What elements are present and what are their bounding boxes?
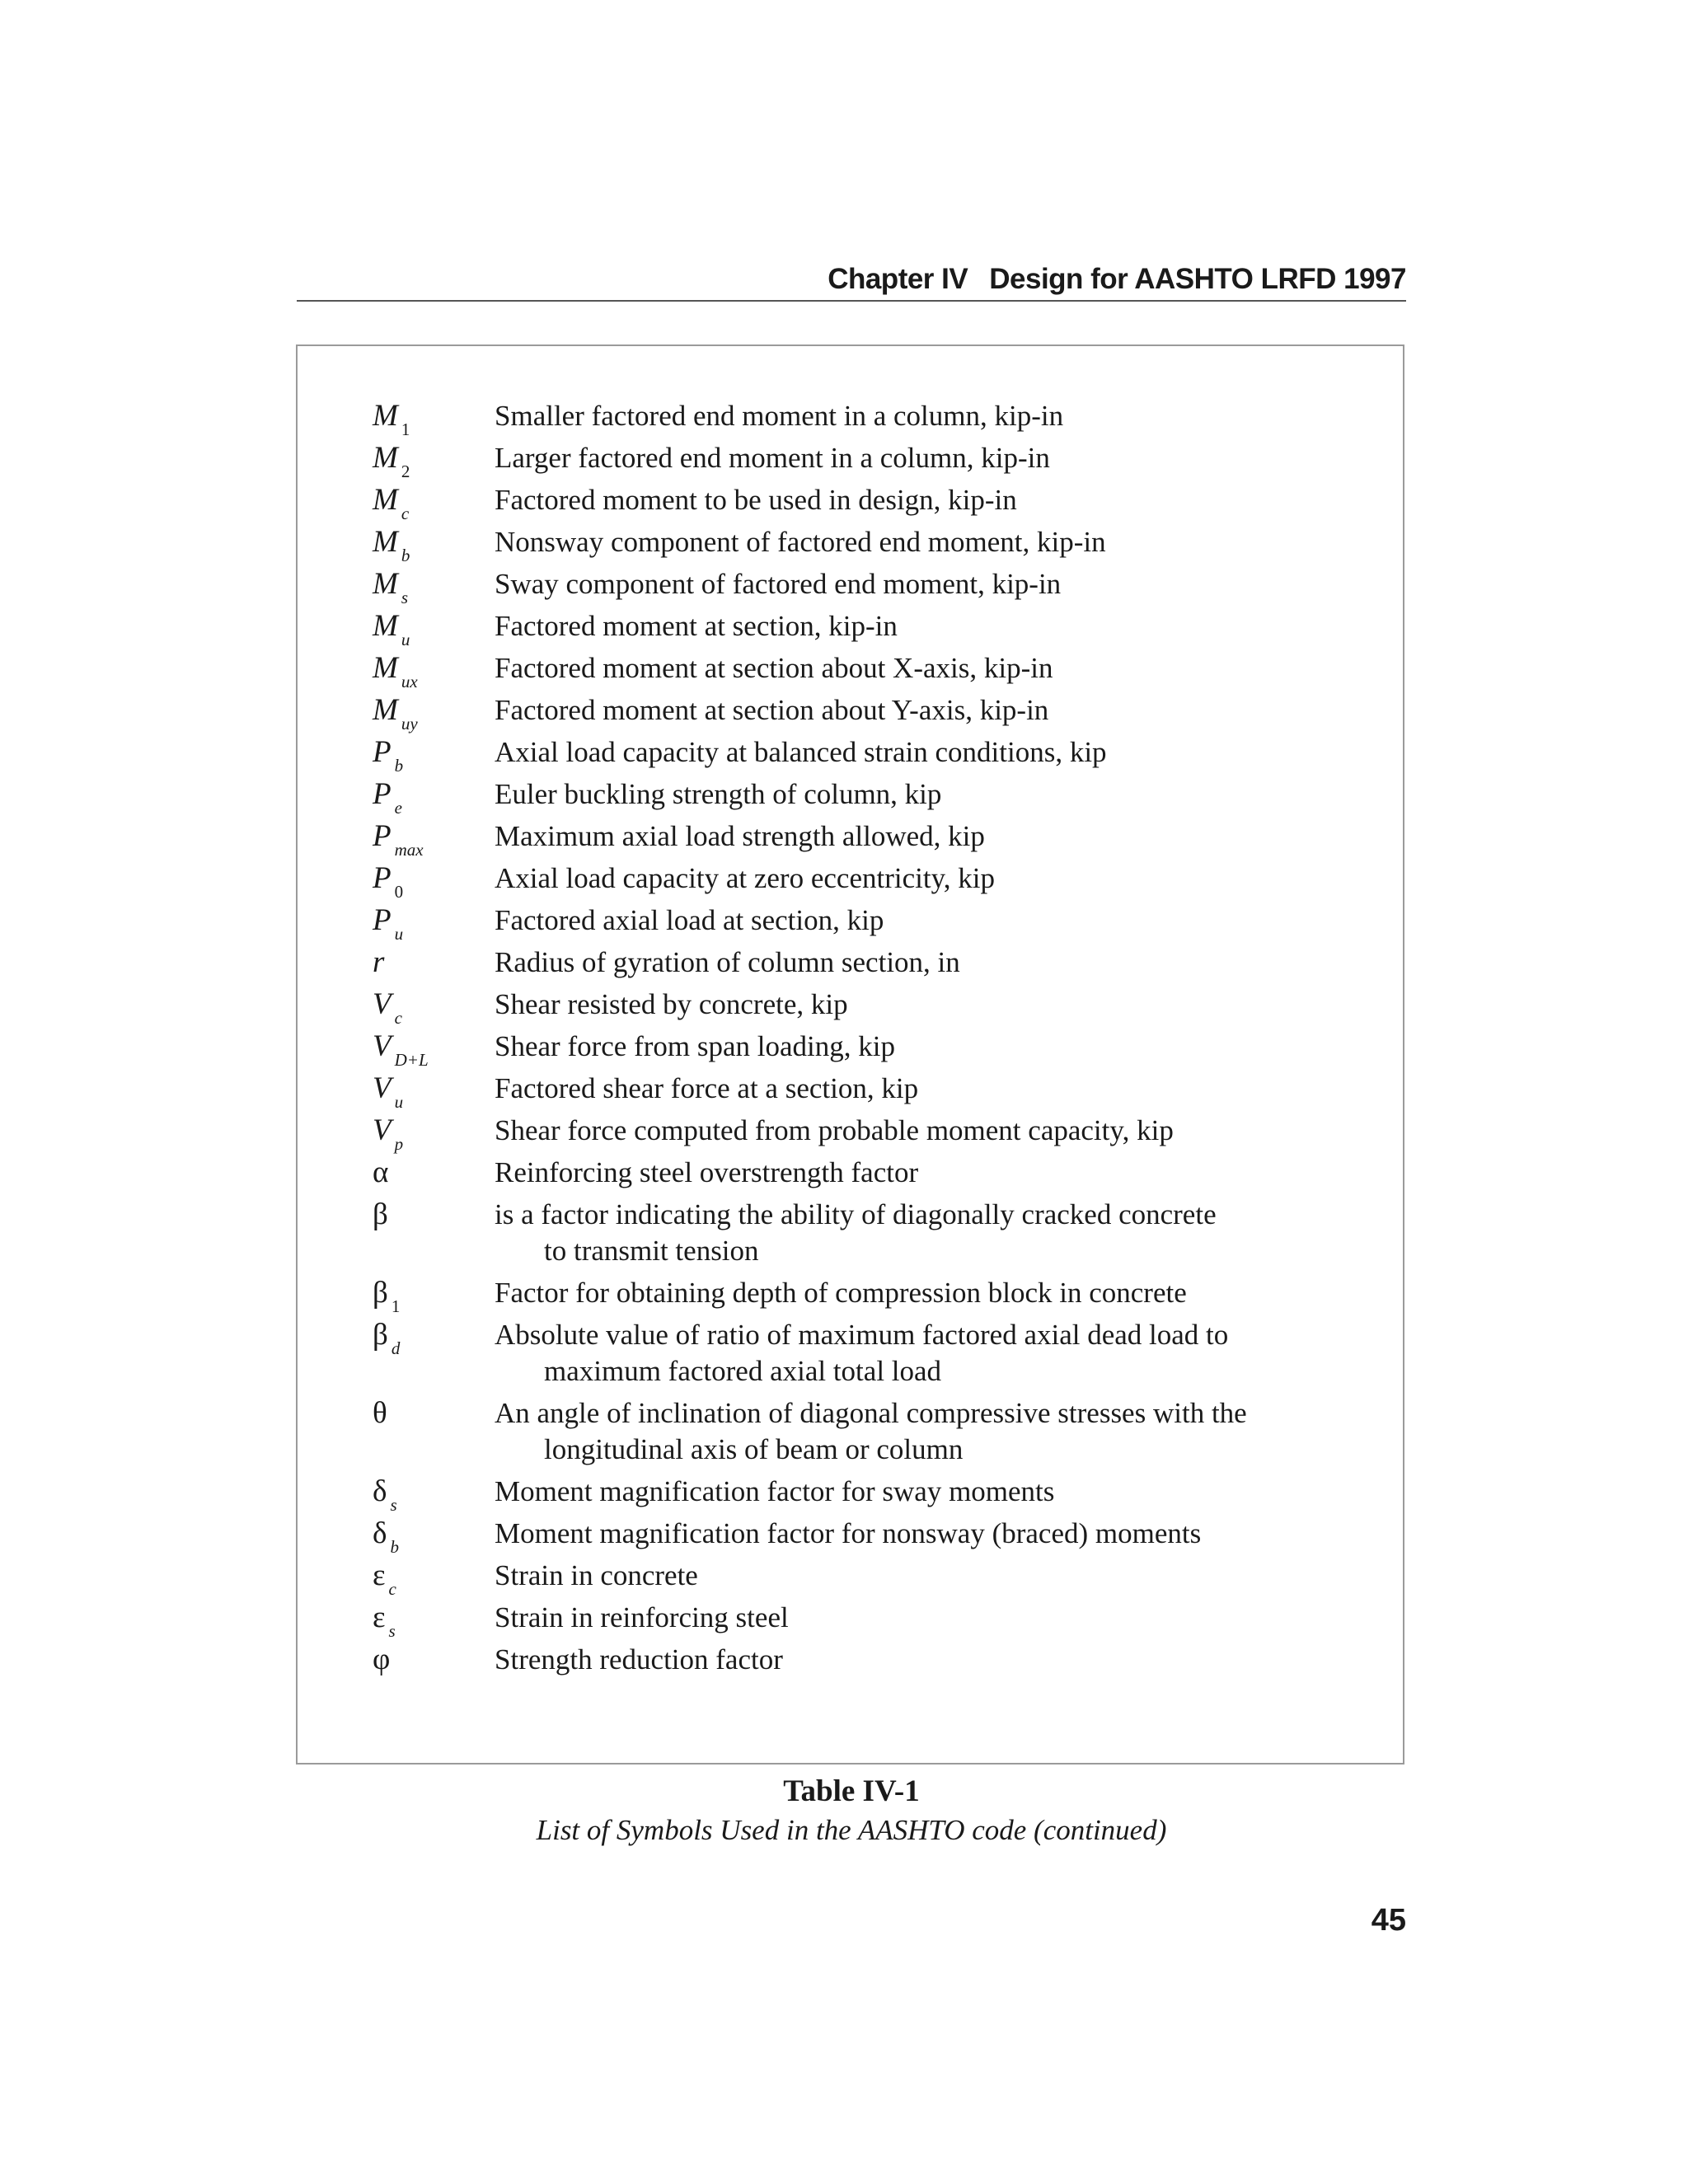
symbol-base: δ xyxy=(373,1474,387,1508)
description-text: Factored axial load at section, kip xyxy=(495,904,884,936)
symbol-description xyxy=(495,1512,1385,1552)
symbol-description xyxy=(495,1554,1385,1594)
symbol-base: θ xyxy=(373,1396,387,1430)
symbol-subscript: c xyxy=(401,504,410,523)
description-text: Euler buckling strength of column, kip xyxy=(495,778,942,810)
chapter-label: Chapter IV xyxy=(828,263,968,295)
description-continuation: longitudinal axis of beam or column xyxy=(544,1433,964,1465)
symbol-base: M xyxy=(373,609,398,643)
symbol-base: V xyxy=(373,1113,392,1147)
symbol-subscript: u xyxy=(401,630,410,649)
description-text: Moment magnification factor for sway moments xyxy=(495,1475,1055,1507)
symbol xyxy=(373,941,384,983)
symbol-description xyxy=(495,1638,1385,1678)
symbol xyxy=(373,1193,388,1235)
symbol-subscript: b xyxy=(394,756,404,776)
symbol-base: M xyxy=(373,483,398,517)
symbol-base: M xyxy=(373,525,398,559)
description-text: Axial load capacity at balanced strain conditions, kip xyxy=(495,736,1107,768)
symbol-description xyxy=(495,647,1385,687)
symbol-description xyxy=(495,1596,1385,1636)
symbol-base: M xyxy=(373,399,398,433)
symbol-base: M xyxy=(373,651,398,685)
symbol-base: P xyxy=(373,903,392,937)
symbol-base: P xyxy=(373,735,392,769)
description-text: Factored moment at section about Y-axis, kip-in xyxy=(495,694,1049,726)
symbol-subscript: 1 xyxy=(391,1296,401,1316)
description-text: Shear resisted by concrete, kip xyxy=(495,988,848,1020)
description-text: Shear force computed from probable moment capacity, kip xyxy=(495,1114,1174,1146)
description-text: Strain in reinforcing steel xyxy=(495,1601,789,1633)
symbols-table xyxy=(296,344,1404,1765)
symbol-description xyxy=(495,773,1385,813)
symbol-description xyxy=(495,941,1385,981)
symbol-description xyxy=(495,1109,1385,1149)
description-text: Strength reduction factor xyxy=(495,1643,783,1675)
description-text: Factored shear force at a section, kip xyxy=(495,1072,919,1104)
symbol-description xyxy=(495,563,1385,602)
symbol-description xyxy=(495,1151,1385,1191)
description-text: Maximum axial load strength allowed, kip xyxy=(495,820,985,852)
symbol-description xyxy=(495,437,1385,476)
description-text: Sway component of factored end moment, kip-in xyxy=(495,568,1062,600)
symbol-description xyxy=(495,479,1385,518)
symbol-base: ε xyxy=(373,1558,386,1592)
symbol-base: α xyxy=(373,1155,389,1189)
symbol-description xyxy=(495,1025,1385,1065)
description-text: Factored moment to be used in design, kip-in xyxy=(495,484,1017,516)
description-text: Nonsway component of factored end moment, kip-in xyxy=(495,526,1106,558)
table-caption-title: Table IV-1 xyxy=(783,1774,920,1808)
symbol-subscript: p xyxy=(394,1134,404,1154)
symbol-base: M xyxy=(373,441,398,475)
symbol-subscript: b xyxy=(390,1537,399,1557)
symbol-description xyxy=(495,1392,1385,1468)
description-text: An angle of inclination of diagonal compressive stresses with the xyxy=(495,1397,1247,1429)
symbol-subscript: s xyxy=(401,588,409,607)
description-continuation: to transmit tension xyxy=(544,1235,759,1267)
symbol-subscript: e xyxy=(394,798,402,818)
description-text: Strain in concrete xyxy=(495,1559,698,1591)
symbol xyxy=(373,1151,388,1193)
symbol-subscript: 1 xyxy=(401,419,410,439)
symbol-subscript: 0 xyxy=(394,882,404,902)
symbol-base: M xyxy=(373,693,398,727)
symbol-base: β xyxy=(373,1276,388,1310)
symbol-base: δ xyxy=(373,1516,387,1550)
symbol-subscript: c xyxy=(394,1008,402,1028)
description-text: Larger factored end moment in a column, kip-in xyxy=(495,442,1050,474)
description-text: Factored moment at section, kip-in xyxy=(495,610,898,642)
symbol-description xyxy=(495,521,1385,560)
symbol-description xyxy=(495,899,1385,939)
description-text: is a factor indicating the ability of diagonally cracked concrete xyxy=(495,1198,1217,1230)
table-caption-subtitle: List of Symbols Used in the AASHTO code (continued) xyxy=(536,1814,1167,1846)
symbol-description xyxy=(495,689,1385,729)
symbol-description xyxy=(495,1193,1385,1269)
symbol-subscript: max xyxy=(394,840,424,860)
symbol-description xyxy=(495,1314,1385,1390)
description-text: Shear force from span loading, kip xyxy=(495,1030,895,1062)
symbol-subscript: b xyxy=(401,546,410,565)
symbol-subscript: u xyxy=(394,924,404,944)
symbol-base: P xyxy=(373,777,392,811)
symbol-base: V xyxy=(373,1029,392,1063)
symbol-base: β xyxy=(373,1197,388,1231)
symbol-description xyxy=(495,1470,1385,1510)
description-continuation: maximum factored axial total load xyxy=(544,1355,942,1387)
symbol-base: r xyxy=(373,945,385,979)
symbol-base: β xyxy=(373,1318,388,1352)
symbol-subscript: D+L xyxy=(394,1050,429,1070)
description-text: Radius of gyration of column section, in xyxy=(495,946,960,978)
page-header xyxy=(297,259,1406,302)
symbol-description xyxy=(495,1067,1385,1107)
description-text: Factor for obtaining depth of compression block in concrete xyxy=(495,1277,1187,1309)
symbol-description xyxy=(495,815,1385,855)
symbol xyxy=(373,1638,390,1680)
symbol-description xyxy=(495,395,1385,434)
description-text: Reinforcing steel overstrength factor xyxy=(495,1156,919,1188)
symbol-description xyxy=(495,1272,1385,1311)
symbol-base: P xyxy=(373,819,392,853)
symbol-base: P xyxy=(373,861,392,895)
symbol-subscript: d xyxy=(391,1338,401,1358)
page-number: 45 xyxy=(1371,1903,1406,1938)
description-text: Smaller factored end moment in a column, kip-in xyxy=(495,400,1064,432)
symbol-description xyxy=(495,983,1385,1023)
description-text: Moment magnification factor for nonsway (braced) moments xyxy=(495,1517,1202,1549)
symbol-subscript: ux xyxy=(401,672,418,691)
symbol-base: V xyxy=(373,987,392,1021)
symbol-description xyxy=(495,605,1385,644)
symbol-subscript: s xyxy=(390,1495,397,1515)
symbol-subscript: s xyxy=(388,1621,396,1641)
symbol xyxy=(373,1314,400,1370)
description-text: Absolute value of ratio of maximum factored axial dead load to xyxy=(495,1319,1229,1351)
symbol-subscript: u xyxy=(394,1092,404,1112)
symbol-description xyxy=(495,857,1385,897)
symbol-subscript: uy xyxy=(401,714,418,733)
symbol-description xyxy=(495,731,1385,771)
symbol-subscript: 2 xyxy=(401,462,410,481)
symbol-base: M xyxy=(373,567,398,601)
description-text: Factored moment at section about X-axis, kip-in xyxy=(495,652,1053,684)
description-text: Axial load capacity at zero eccentricity, kip xyxy=(495,862,996,894)
symbol-subscript: c xyxy=(388,1579,396,1599)
chapter-title: Design for AASHTO LRFD 1997 xyxy=(989,263,1406,295)
symbol xyxy=(373,1392,387,1434)
symbol-base: V xyxy=(373,1071,392,1105)
symbol-base: φ xyxy=(373,1643,391,1676)
symbol-base: ε xyxy=(373,1601,386,1634)
